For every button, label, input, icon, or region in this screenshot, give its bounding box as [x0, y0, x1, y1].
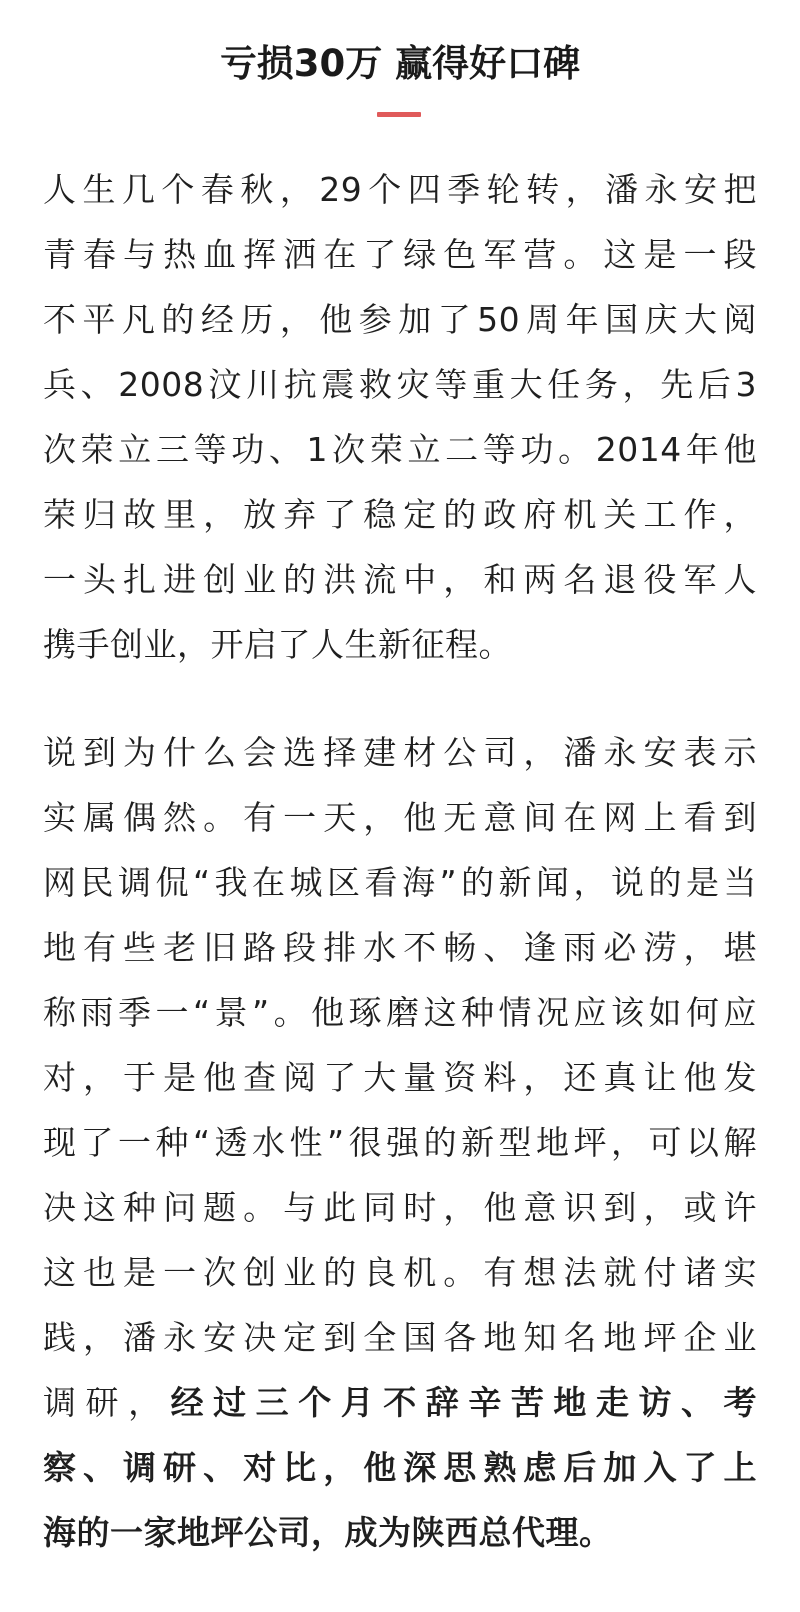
paragraph-line: 荣归故里，放弃了稳定的政府机关工作，	[43, 495, 757, 534]
paragraph-line: 践，潘永安决定到全国各地知名地坪企业	[43, 1318, 757, 1357]
paragraph-1	[43, 157, 757, 677]
paragraph-line: 人生几个春秋，29个四季轮转，潘永安把	[43, 170, 757, 209]
paragraph-line: 这也是一次创业的良机。有想法就付诸实	[43, 1253, 757, 1292]
emphasis-line: 海的一家地坪公司，成为陕西总代理。	[43, 1513, 613, 1552]
paragraph-line: 说到为什么会选择建材公司，潘永安表示	[43, 733, 757, 772]
paragraph-2	[43, 720, 757, 1565]
paragraph-line: 次荣立三等功、1次荣立二等功。2014年他	[43, 430, 757, 469]
paragraph-line: 对，于是他查阅了大量资料，还真让他发	[43, 1058, 757, 1097]
paragraph-line: 称雨季一“景”。他琢磨这种情况应该如何应	[43, 993, 757, 1032]
paragraph-line: 兵、2008汶川抗震救灾等重大任务，先后3	[43, 365, 757, 404]
paragraph-line: 地有些老旧路段排水不畅、逢雨必涝，堪	[43, 928, 757, 967]
emphasis-text: 经过三个月不辞辛苦地走访、考	[170, 1383, 757, 1422]
paragraph-line: 实属偶然。有一天，他无意间在网上看到	[43, 798, 757, 837]
paragraph-line: 网民调侃“我在城区看海”的新闻，说的是当	[43, 863, 757, 902]
paragraph-line: 携手创业，开启了人生新征程。	[43, 625, 512, 664]
paragraph-line: 一头扎进创业的洪流中，和两名退役军人	[43, 560, 757, 599]
paragraph-text: 调研，	[43, 1383, 171, 1422]
paragraph-line: 不平凡的经历，他参加了50周年国庆大阅	[43, 300, 757, 339]
paragraph-line: 青春与热血挥洒在了绿色军营。这是一段	[43, 235, 757, 274]
article-title: 亏损30万 赢得好口碑	[219, 42, 581, 85]
paragraph-line: 决这种问题。与此同时，他意识到，或许	[43, 1188, 757, 1227]
title-accent-bar	[377, 112, 421, 117]
emphasis-line: 察、调研、对比，他深思熟虑后加入了上	[43, 1448, 757, 1487]
paragraph-line-mixed	[43, 1370, 757, 1435]
paragraph-line: 现了一种“透水性”很强的新型地坪，可以解	[43, 1123, 757, 1162]
